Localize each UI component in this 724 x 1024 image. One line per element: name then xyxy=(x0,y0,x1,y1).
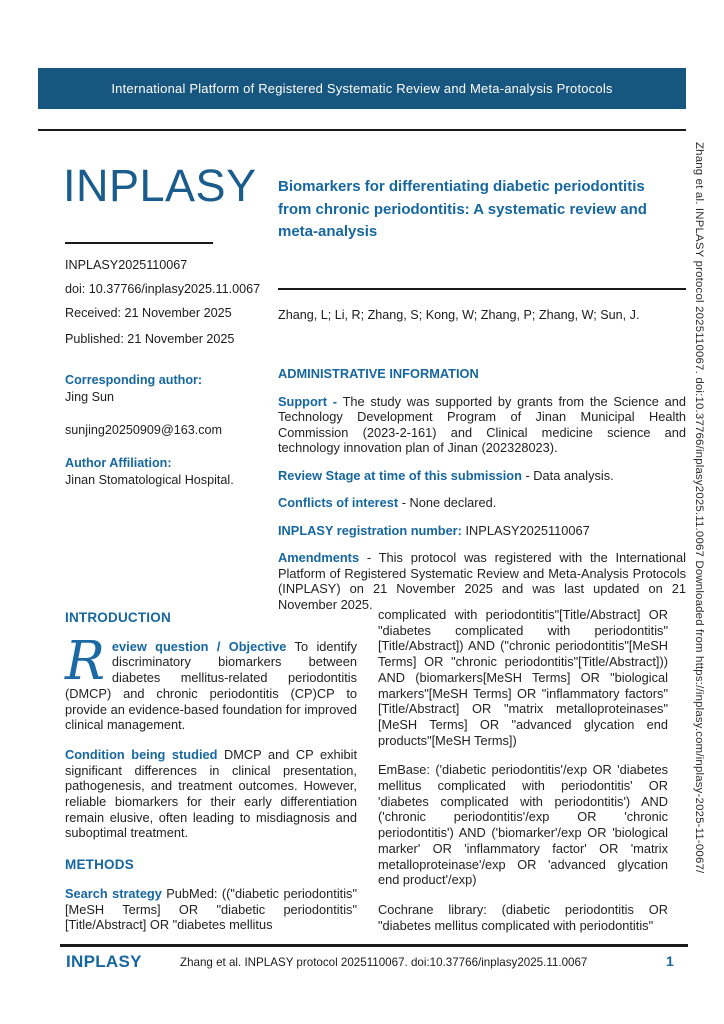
doi-line: doi: 10.37766/inplasy2025.11.0067 xyxy=(65,282,261,296)
condition-label: Condition being studied xyxy=(65,746,218,762)
methods-heading: METHODS xyxy=(65,857,134,873)
body-right-column xyxy=(378,607,668,947)
body-left-column xyxy=(65,610,357,947)
review-stage-paragraph xyxy=(278,468,686,484)
footer-page-number: 1 xyxy=(666,953,674,969)
email-block xyxy=(65,422,275,439)
objective-text: To identify discriminatory biomarkers between diabetes mellitus-related periodontitis (DMCP) and chronic periodontitis (CP)CP to provide an evidence-based foundation for improved clinical management. xyxy=(65,638,357,733)
affiliation-name: Jinan Stomatological Hospital. xyxy=(65,473,234,487)
logo-divider xyxy=(65,242,213,244)
authors-divider xyxy=(278,288,686,290)
author-info-block xyxy=(65,372,275,505)
review-stage-text: - Data analysis. xyxy=(521,467,614,483)
platform-banner xyxy=(38,68,686,109)
objective-paragraph xyxy=(65,630,357,733)
administrative-information-section xyxy=(278,366,686,624)
corresponding-author-block xyxy=(65,372,275,406)
search-strategy-continuation-pubmed: complicated with periodontitis"[Title/Abstract] OR "diabetes complicated with periodontitis"[Title/Abstract]) AND ("chronic periodontitis"[MeSH Terms] OR "chronic periodontitis"[Title/Abstract])) AND (biomarkers[MeSH Terms] OR "biological markers"[MeSH Terms] OR "inflammatory factors"[Title/Abstract] OR "matrix metalloproteinases"[MeSH Terms] OR "advanced glycation end products"[MeSH Terms]) xyxy=(378,607,668,748)
header-divider xyxy=(38,129,686,131)
condition-paragraph xyxy=(65,747,357,841)
affiliation-label: Author Affiliation: xyxy=(65,456,172,470)
objective-label: eview question / Objective xyxy=(111,638,287,654)
registration-text: INPLASY2025110067 xyxy=(461,522,590,538)
registration-label: INPLASY registration number: xyxy=(278,522,462,538)
support-text: The study was supported by grants from the Science and Technology Development Program of Jinan Municipal Health Commission (2023-2-161) and Clinical medicine science and technology innovation plan of Jinan (202328023). xyxy=(278,393,686,455)
registration-paragraph xyxy=(278,523,686,539)
search-strategy-embase: EmBase: ('diabetic periodontitis'/exp OR 'diabetes mellitus complicated with periodontitis' OR 'diabetes complicated with periodontitis') AND ('chronic periodontitis'/exp OR 'chronic periodontitis') AND ('biomarker'/exp OR 'biological marker' OR 'inflammatory factor' OR 'matrix metalloproteinase'/exp OR 'advanced glycation end product'/exp) xyxy=(378,762,668,888)
corresponding-author-email: sunjing20250909@163.com xyxy=(65,423,223,437)
published-date: Published: 21 November 2025 xyxy=(65,332,235,346)
footer-logo: INPLASY xyxy=(66,952,142,971)
protocol-meta xyxy=(65,254,260,352)
registration-id: INPLASY2025110067 xyxy=(65,258,188,272)
review-stage-label: Review Stage at time of this submission xyxy=(278,467,522,483)
inplasy-logo: INPLASY xyxy=(63,160,257,211)
search-strategy-text-left: PubMed: (("diabetic periodontitis"[MeSH Terms] OR "diabetic periodontitis"[Title/Abstract] OR "diabetes mellitus xyxy=(65,885,357,933)
conflicts-label: Conflicts of interest xyxy=(278,495,399,510)
authors-line: Zhang, L; Li, R; Zhang, S; Kong, W; Zhang, P; Zhang, W; Sun, J. xyxy=(278,308,640,322)
conflicts-paragraph xyxy=(278,495,686,511)
corresponding-author-label: Corresponding author: xyxy=(65,373,203,387)
condition-text: DMCP and CP exhibit significant differences in clinical presentation, pathogenesis, and treatment outcomes. However, reliable biomarkers for their early differentiation remain elusive, often leading to misdiagnosis and suboptimal treatment. xyxy=(65,746,357,841)
amendments-paragraph xyxy=(278,550,686,612)
support-paragraph xyxy=(278,394,686,456)
vertical-citation-sidebar: Zhang et al. INPLASY protocol 2025110067. doi:10.37766/inplasy2025.11.0067 Downloaded from https://inplasy.com/inplasy-2025-11-0067/ xyxy=(693,142,705,874)
corresponding-author-name: Jing Sun xyxy=(65,390,115,404)
footer-divider xyxy=(60,944,688,947)
received-date: Received: 21 November 2025 xyxy=(65,306,232,320)
introduction-heading: INTRODUCTION xyxy=(65,610,171,625)
affiliation-block xyxy=(65,455,275,489)
search-strategy-paragraph xyxy=(65,886,357,933)
platform-banner-text: International Platform of Registered Systematic Review and Meta-analysis Protocols xyxy=(111,81,613,96)
conflicts-text: - None declared. xyxy=(398,495,497,510)
dropcap-r: R xyxy=(65,630,105,692)
support-label: Support - xyxy=(278,393,338,409)
search-strategy-cochrane: Cochrane library: (diabetic periodontitis OR "diabetes mellitus complicated with periodontitis" xyxy=(378,901,668,933)
amendments-label: Amendments xyxy=(278,550,360,565)
article-title: Biomarkers for differentiating diabetic periodontitis from chronic periodontitis: A systematic review and meta-analysis xyxy=(278,178,647,240)
footer-citation: Zhang et al. INPLASY protocol 2025110067. doi:10.37766/inplasy2025.11.0067 xyxy=(180,956,588,969)
search-strategy-label: Search strategy xyxy=(65,885,162,901)
amendments-text: - This protocol was registered with the International Platform of Registered Systematic Review and Meta-Analysis Protocols (INPLASY) on 21 November 2025 and was last updated on 21 November 2025. xyxy=(278,550,686,612)
admin-heading: ADMINISTRATIVE INFORMATION xyxy=(278,366,479,381)
